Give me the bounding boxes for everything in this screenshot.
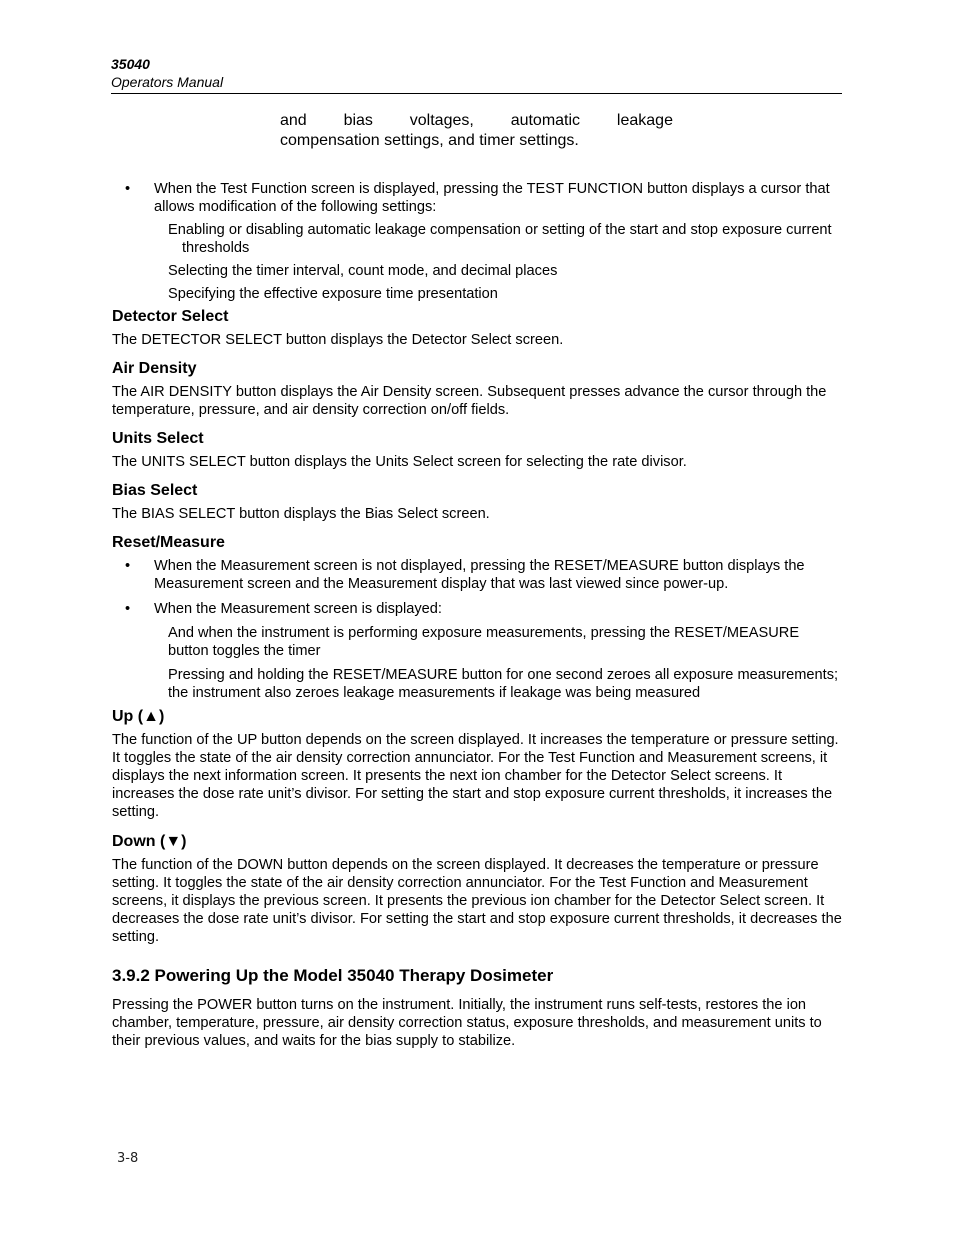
heading-bias-select: Bias Select [112, 482, 198, 499]
paragraph: The UNITS SELECT button displays the Units Select screen for selecting the rate divisor. [112, 454, 687, 470]
paragraph: The AIR DENSITY button displays the Air Density screen. Subsequent presses advance the cursor through the temperature, pressure, and air density correction on/off fields. [112, 384, 827, 418]
heading-air-density: Air Density [112, 360, 197, 377]
heading-reset-measure: Reset/Measure [112, 534, 225, 551]
paragraph: The BIAS SELECT button displays the Bias Select screen. [112, 506, 490, 522]
sub-item: And when the instrument is performing exposure measurements, pressing the RESET/MEASURE button toggles the timer [168, 625, 800, 659]
sub-item: Specifying the effective exposure time presentation [168, 286, 498, 302]
reset-measure-bullets [112, 557, 842, 618]
paragraph: The function of the UP button depends on the screen displayed. It increases the temperature or pressure setting. It toggles the state of the air density correction annunciator. For the Test Function and Measurement screens, it displays the next information screen. It presents the next ion chamber for the Detector Select screens. It increases the dose rate unit’s divisor. For setting the start and stop exposure current thresholds, it increases the setting. [112, 732, 839, 820]
continued-line-1 [280, 111, 673, 131]
page-content [112, 111, 842, 1050]
paragraph: The function of the DOWN button depends on the screen displayed. It decreases the temperature or pressure setting. It toggles the state of the air density correction annunciator. For the Test Function and Measurement screens, it displays the previous screen. It presents the previous ion chamber for the Detector Select screen. It decreases the dose rate unit’s divisor. For setting the start and stop exposure current thresholds, it decreases the setting. [112, 857, 842, 945]
paragraph: Pressing the POWER button turns on the instrument. Initially, the instrument runs self-tests, restores the ion chamber, temperature, pressure, air density correction status, exposure thresholds, and measurement units to their previous values, and waits for the bias supply to stabilize. [112, 997, 822, 1049]
heading-up: Up (▲) [112, 708, 165, 725]
sub-item: Pressing and holding the RESET/MEASURE button for one second zeroes all exposure measurements; the instrument also zeroes leakage measurements if leakage was being measured [168, 667, 839, 701]
heading-down: Down (▼) [112, 833, 187, 850]
heading-detector-select: Detector Select [112, 308, 229, 325]
bullet-item: • When the Test Function screen is displayed, pressing the TEST FUNCTION button displays a cursor that allows modification of the following settings: [112, 180, 842, 216]
word: automatic [510, 112, 581, 129]
page-number: 3-8 [117, 1151, 139, 1166]
heading-units-select: Units Select [112, 430, 204, 447]
word: voltages, [409, 112, 474, 129]
bullet-item: • When the Measurement screen is displayed: [112, 600, 842, 618]
continued-list-text [280, 111, 673, 151]
sub-item: Selecting the timer interval, count mode, and decimal places [168, 263, 558, 279]
word: and [280, 112, 307, 129]
doc-title: Operators Manual [111, 74, 224, 90]
paragraph: The DETECTOR SELECT button displays the Detector Select screen. [112, 332, 564, 348]
running-header [111, 55, 842, 94]
test-function-bullets [112, 180, 842, 216]
continued-line-2: compensation settings, and timer settings. [280, 132, 579, 149]
section-heading: 3.9.2 Powering Up the Model 35040 Therapy Dosimeter [112, 966, 554, 985]
doc-code: 35040 [111, 56, 150, 72]
sub-item: Enabling or disabling automatic leakage compensation or setting of the start and stop exposure current thresholds [168, 222, 832, 256]
bullet-item: • When the Measurement screen is not displayed, pressing the RESET/MEASURE button displays the Measurement screen and the Measurement display that was last viewed since power-up. [112, 557, 842, 593]
word: leakage [616, 112, 673, 129]
word: bias [343, 112, 373, 129]
